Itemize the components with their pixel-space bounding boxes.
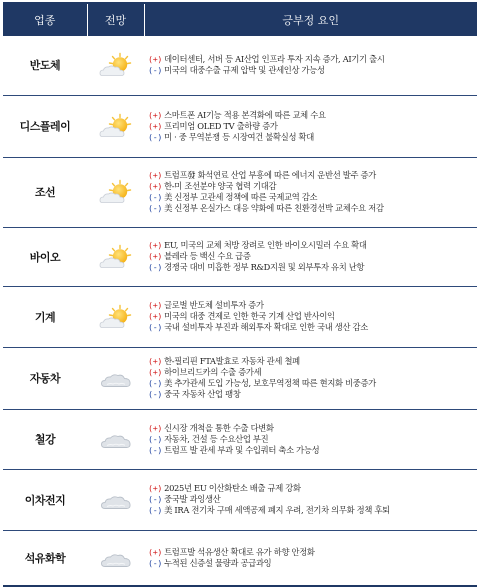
negative-marker: (-) <box>148 494 163 504</box>
header-outlook: 전망 <box>87 3 144 36</box>
industry-cell: 기계 <box>3 286 87 347</box>
factor-text: 데이터센터, 서버 등 AI산업 인프라 투자 지속 증가, AI기기 출시 <box>164 54 385 65</box>
factor-line <box>148 121 475 132</box>
negative-marker: (-) <box>148 203 163 213</box>
sunny-cloud-icon <box>96 52 136 78</box>
factor-line <box>148 547 475 558</box>
factor-line <box>148 445 475 456</box>
table-row <box>3 469 477 530</box>
positive-marker: (+) <box>148 546 163 557</box>
factor-line <box>148 170 475 181</box>
outlook-cell <box>87 409 144 469</box>
outlook-cell <box>87 36 144 95</box>
factor-line <box>148 65 475 76</box>
factor-text: 중국 자동차 산업 팽창 <box>164 389 241 399</box>
table-row <box>3 95 477 157</box>
sunny-cloud-icon <box>96 304 136 330</box>
factor-text: 누적된 신증설 물량과 공급과잉 <box>164 557 272 568</box>
positive-marker: (+) <box>148 170 163 180</box>
factor-line <box>148 262 475 273</box>
factors-cell <box>144 157 477 227</box>
industry-cell: 자동차 <box>3 347 87 409</box>
factor-text: 하이브리드카의 수출 증가세 <box>164 367 262 377</box>
factor-text: 트럼프 발 관세 부과 및 수입쿼터 축소 가능성 <box>164 444 320 455</box>
factor-line <box>148 434 475 445</box>
factor-text: 블레라 등 백신 수요 급증 <box>164 251 251 261</box>
negative-marker: (-) <box>148 65 163 76</box>
positive-marker: (+) <box>148 422 163 433</box>
factor-text: 미국의 대중수출 규제 압박 및 관세인상 가능성 <box>164 65 325 76</box>
sunny-cloud-icon <box>96 179 136 205</box>
factor-line <box>148 378 475 389</box>
industry-outlook-table <box>3 2 477 587</box>
factor-line <box>148 505 475 516</box>
outlook-cell <box>87 95 144 157</box>
factor-line <box>148 322 475 333</box>
outlook-cell <box>87 347 144 409</box>
factor-text: 국내 설비투자 부진과 해외투자 확대로 인한 국내 생산 감소 <box>164 322 368 332</box>
industry-cell: 철강 <box>3 409 87 469</box>
outlook-cell <box>87 286 144 347</box>
positive-marker: (+) <box>148 251 163 261</box>
negative-marker: (-) <box>148 192 163 202</box>
factor-text: 중국발 과잉생산 <box>164 494 221 504</box>
table-row <box>3 227 477 286</box>
factor-text: 트럼프발 석유생산 확대로 유가 하향 안정화 <box>164 546 315 557</box>
table-row <box>3 409 477 469</box>
table-row <box>3 347 477 409</box>
factor-text: 美 신정부 고관세 정책에 따른 국제교역 감소 <box>164 192 318 202</box>
factors-cell <box>144 530 477 586</box>
cloudy-icon <box>96 365 136 391</box>
header-row <box>3 3 477 36</box>
negative-marker: (-) <box>148 505 163 515</box>
industry-cell: 석유화학 <box>3 530 87 586</box>
factor-text: 美 신정부 온실가스 대응 약화에 따른 친환경선박 교체수요 저감 <box>164 203 384 213</box>
positive-marker: (+) <box>148 240 163 250</box>
table-row <box>3 286 477 347</box>
factor-line <box>148 300 475 311</box>
factor-line <box>148 54 475 65</box>
factors-cell <box>144 227 477 286</box>
factor-line <box>148 110 475 121</box>
factors-cell <box>144 36 477 95</box>
sunny-cloud-icon <box>96 113 136 139</box>
factor-text: 한-미 조선분야 양국 협력 기대감 <box>164 181 277 191</box>
positive-marker: (+) <box>148 54 163 65</box>
table-row <box>3 530 477 586</box>
outlook-cell <box>87 227 144 286</box>
factor-line <box>148 311 475 322</box>
factor-text: 신시장 개척을 통한 수출 다변화 <box>164 422 274 433</box>
factor-text: 글로벌 반도체 설비투자 증가 <box>164 300 264 310</box>
negative-marker: (-) <box>148 378 163 388</box>
factor-line <box>148 251 475 262</box>
positive-marker: (+) <box>148 181 163 191</box>
table-body <box>3 36 477 586</box>
cloudy-icon <box>96 545 136 571</box>
negative-marker: (-) <box>148 131 163 142</box>
factors-cell <box>144 347 477 409</box>
factor-text: 자동차, 건설 등 수요산업 부진 <box>164 433 269 444</box>
factor-text: 美 IRA 전기차 구매 세액공제 폐지 우려, 전기차 의무화 정책 후퇴 <box>164 505 390 515</box>
factor-text: 미국의 대중 견제로 인한 한국 기계 산업 반사이익 <box>164 311 335 321</box>
cloudy-icon <box>96 426 136 452</box>
factor-line <box>148 203 475 214</box>
factor-text: 美 추가관세 도입 가능성, 보호무역정책 따른 현지화 비중증가 <box>164 378 376 388</box>
factors-cell <box>144 95 477 157</box>
positive-marker: (+) <box>148 367 163 377</box>
factor-line <box>148 192 475 203</box>
negative-marker: (-) <box>148 433 163 444</box>
positive-marker: (+) <box>148 483 163 493</box>
positive-marker: (+) <box>148 120 163 131</box>
factor-line <box>148 483 475 494</box>
positive-marker: (+) <box>148 356 163 366</box>
negative-marker: (-) <box>148 322 163 332</box>
outlook-cell <box>87 469 144 530</box>
table-header <box>3 3 477 36</box>
industry-cell: 반도체 <box>29 59 61 73</box>
positive-marker: (+) <box>148 311 163 321</box>
industry-cell: 디스플레이 <box>3 95 87 157</box>
factor-text: 트럼프發 화석연료 산업 부흥에 따른 에너지 운반선 발주 증가 <box>164 170 376 180</box>
factor-text: 경쟁국 대비 미흡한 정부 R&D지원 및 외부투자 유치 난항 <box>164 262 365 272</box>
header-industry: 업종 <box>3 3 87 36</box>
table-row <box>3 36 477 95</box>
factor-line <box>148 181 475 192</box>
factor-text: 스마트폰 AI기능 적용 본격화에 따른 교체 수요 <box>164 109 326 120</box>
factor-line <box>148 558 475 569</box>
factor-text: 2025년 EU 이산화탄소 배출 규제 강화 <box>164 483 301 493</box>
factor-text: 프리미엄 OLED TV 출하량 증가 <box>164 120 278 131</box>
industry-cell: 조선 <box>3 157 87 227</box>
factor-line <box>148 367 475 378</box>
factor-line <box>148 132 475 143</box>
factors-cell <box>144 409 477 469</box>
factor-line <box>148 494 475 505</box>
factor-text: 한-필리핀 FTA발효로 자동차 관세 철폐 <box>164 356 300 366</box>
positive-marker: (+) <box>148 300 163 310</box>
negative-marker: (-) <box>148 262 163 272</box>
industry-cell: 이차전지 <box>3 469 87 530</box>
factors-cell <box>144 469 477 530</box>
factor-text: EU, 미국의 교체 처방 장려로 인한 바이오시밀러 수요 확대 <box>164 240 367 250</box>
outlook-cell <box>87 530 144 586</box>
factor-line <box>148 423 475 434</box>
factor-line <box>148 356 475 367</box>
negative-marker: (-) <box>148 557 163 568</box>
sunny-cloud-icon <box>96 244 136 270</box>
table-row <box>3 157 477 227</box>
factors-cell <box>144 286 477 347</box>
factor-line <box>148 240 475 251</box>
header-factors: 긍부정 요인 <box>144 3 477 36</box>
outlook-cell <box>87 157 144 227</box>
positive-marker: (+) <box>148 109 163 120</box>
negative-marker: (-) <box>148 444 163 455</box>
factor-line <box>148 389 475 400</box>
industry-cell: 바이오 <box>3 227 87 286</box>
cloudy-icon <box>96 487 136 513</box>
negative-marker: (-) <box>148 389 163 399</box>
factor-text: 미 · 중 무역분쟁 등 시장여건 불확실성 확대 <box>164 131 314 142</box>
